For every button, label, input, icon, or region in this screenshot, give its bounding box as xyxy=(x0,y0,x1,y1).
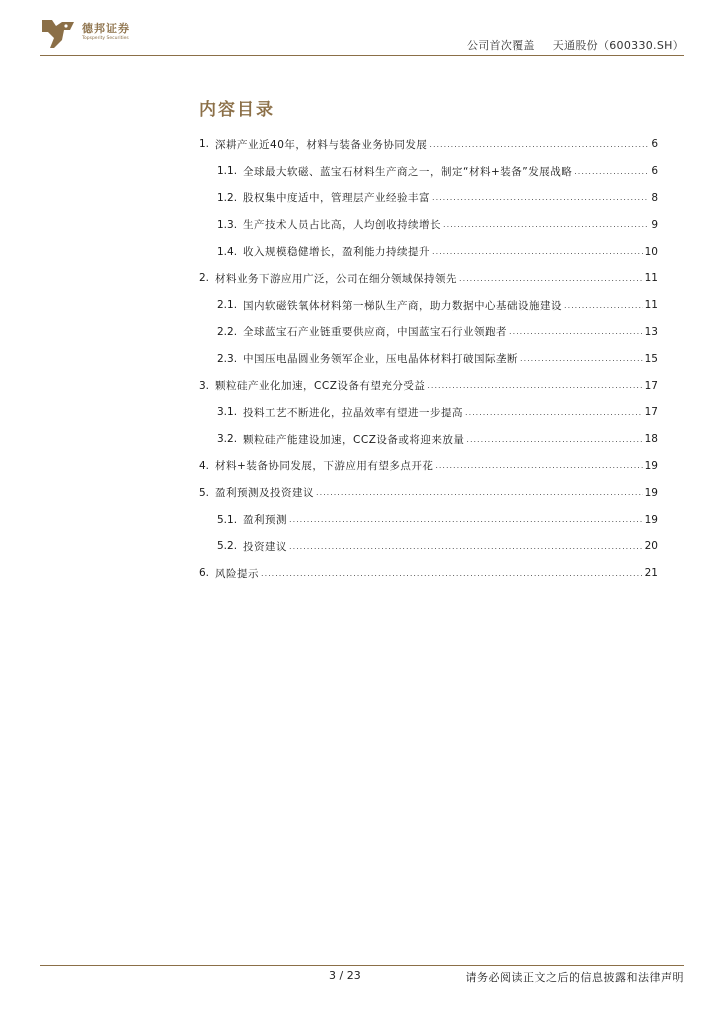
toc-leader-dots xyxy=(509,327,643,336)
toc-entry[interactable] xyxy=(199,479,658,506)
toc-entry[interactable] xyxy=(199,185,658,212)
toc-entry-page: 19 xyxy=(644,513,658,526)
toc-entry-text: 投料工艺不断进化，拉晶效率有望进一步提高 xyxy=(243,406,464,419)
toc-entry-page: 19 xyxy=(644,486,658,499)
toc-entry-text: 风险提示 xyxy=(215,567,260,580)
toc-entry-text: 生产技术人员占比高，人均创收持续增长 xyxy=(243,219,442,232)
toc-entry-number: 4. xyxy=(199,459,210,472)
toc-entry-page: 8 xyxy=(651,191,658,204)
toc-entry-number: 1.3. xyxy=(217,218,238,231)
brand-logo xyxy=(40,14,140,54)
toc-leader-dots xyxy=(289,515,643,524)
toc-entry[interactable] xyxy=(199,211,658,238)
toc-entry-page: 19 xyxy=(644,459,658,472)
toc-leader-dots xyxy=(289,542,643,551)
toc-entry-page: 10 xyxy=(644,245,658,258)
toc-entry[interactable] xyxy=(199,372,658,399)
toc-title: 内容目录 xyxy=(199,100,275,120)
brand-subtitle: Topsperity Securities xyxy=(82,36,129,41)
toc-entry[interactable] xyxy=(199,265,658,292)
toc-entry-page: 11 xyxy=(644,272,658,285)
toc-leader-dots xyxy=(429,140,649,149)
toc-entry-number: 3.2. xyxy=(217,433,238,446)
bull-logo-icon xyxy=(40,16,76,50)
toc-entry-text: 深耕产业近40年，材料与装备业务协同发展 xyxy=(215,138,428,151)
toc-leader-dots xyxy=(427,381,642,390)
report-header xyxy=(467,37,684,53)
toc-entry-number: 1. xyxy=(199,138,210,151)
toc-entry-number: 1.1. xyxy=(217,165,238,178)
toc-leader-dots xyxy=(261,569,643,578)
toc-leader-dots xyxy=(466,435,642,444)
toc-entry[interactable] xyxy=(199,319,658,346)
company-name: 天通股份（600330.SH） xyxy=(552,39,684,52)
toc-entry-page: 20 xyxy=(644,540,658,553)
toc-entry-page: 13 xyxy=(644,325,658,338)
toc-entry-text: 盈利预测 xyxy=(243,514,288,527)
toc-leader-dots xyxy=(465,408,643,417)
toc-entry-page: 9 xyxy=(651,218,658,231)
toc-entry[interactable] xyxy=(199,399,658,426)
toc-entry-text: 全球蓝宝石产业链重要供应商，中国蓝宝石行业领跑者 xyxy=(243,326,508,339)
toc-entry-text: 中国压电晶圆业务领军企业，压电晶体材料打破国际垄断 xyxy=(243,353,519,366)
header-divider xyxy=(40,55,684,56)
toc-entry[interactable] xyxy=(199,533,658,560)
toc-entry[interactable] xyxy=(199,453,658,480)
report-type: 公司首次覆盖 xyxy=(466,39,535,52)
toc-leader-dots xyxy=(574,167,649,176)
toc-entry-page: 18 xyxy=(644,433,658,446)
toc-entry-text: 股权集中度适中，管理层产业经验丰富 xyxy=(243,192,431,205)
toc-entry-page: 15 xyxy=(644,352,658,365)
toc-leader-dots xyxy=(459,274,643,283)
toc-entry-text: 材料业务下游应用广泛，公司在细分领域保持领先 xyxy=(215,272,458,285)
toc-entry[interactable] xyxy=(199,560,658,587)
toc-entry-page: 17 xyxy=(644,379,658,392)
toc-leader-dots xyxy=(564,301,643,310)
toc-entry-number: 2.1. xyxy=(217,299,238,312)
toc-entry-text: 颗粒硅产业化加速，CCZ设备有望充分受益 xyxy=(215,380,426,393)
toc-leader-dots xyxy=(443,220,649,229)
toc-entry-number: 3. xyxy=(199,379,210,392)
toc-entry[interactable] xyxy=(199,238,658,265)
toc-entry-number: 5.2. xyxy=(217,540,238,553)
toc-entry-number: 6. xyxy=(199,567,210,580)
toc-entry-text: 材料+装备协同发展，下游应用有望多点开花 xyxy=(215,460,434,473)
toc-entry-number: 5.1. xyxy=(217,513,238,526)
toc-entry-page: 6 xyxy=(651,138,658,151)
toc-leader-dots xyxy=(432,193,649,202)
toc-entry-text: 国内软磁铁氧体材料第一梯队生产商，助力数据中心基础设施建设 xyxy=(243,299,563,312)
toc-entry-page: 17 xyxy=(644,406,658,419)
toc-entry-number: 3.1. xyxy=(217,406,238,419)
toc-leader-dots xyxy=(316,488,643,497)
toc-entry-page: 21 xyxy=(644,567,658,580)
brand-name: 德邦证券 xyxy=(82,22,130,35)
toc-entry-page: 11 xyxy=(644,299,658,312)
table-of-contents xyxy=(199,131,658,587)
toc-entry-text: 投资建议 xyxy=(243,540,288,553)
toc-entry[interactable] xyxy=(199,131,658,158)
toc-entry[interactable] xyxy=(199,345,658,372)
toc-leader-dots xyxy=(435,461,642,470)
toc-entry[interactable] xyxy=(199,158,658,185)
toc-entry-page: 6 xyxy=(651,165,658,178)
legal-disclaimer: 请务必阅读正文之后的信息披露和法律声明 xyxy=(465,971,684,984)
footer-divider xyxy=(40,965,684,966)
toc-leader-dots xyxy=(520,354,643,363)
toc-entry[interactable] xyxy=(199,426,658,453)
toc-leader-dots xyxy=(432,247,643,256)
toc-entry-number: 1.2. xyxy=(217,191,238,204)
toc-entry-number: 1.4. xyxy=(217,245,238,258)
toc-entry-number: 5. xyxy=(199,486,210,499)
toc-entry-text: 收入规模稳健增长，盈利能力持续提升 xyxy=(243,246,431,259)
toc-entry-number: 2.3. xyxy=(217,352,238,365)
toc-entry[interactable] xyxy=(199,292,658,319)
toc-entry-text: 全球最大软磁、蓝宝石材料生产商之一，制定“材料+装备”发展战略 xyxy=(243,165,573,178)
toc-entry-text: 颗粒硅产能建设加速，CCZ设备或将迎来放量 xyxy=(243,433,465,446)
toc-entry[interactable] xyxy=(199,506,658,533)
page-number: 3 / 23 xyxy=(329,969,361,982)
toc-entry-number: 2. xyxy=(199,272,210,285)
toc-entry-text: 盈利预测及投资建议 xyxy=(215,487,315,500)
toc-entry-number: 2.2. xyxy=(217,325,238,338)
